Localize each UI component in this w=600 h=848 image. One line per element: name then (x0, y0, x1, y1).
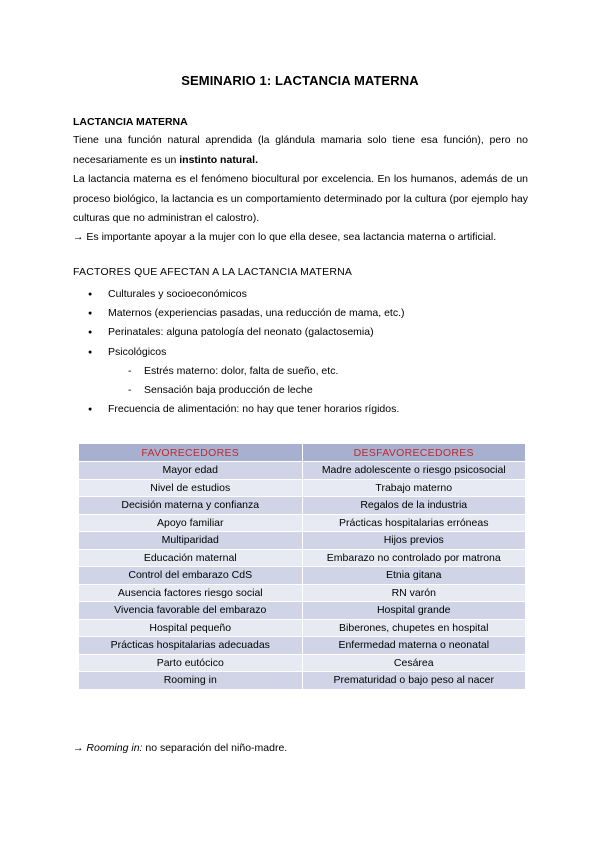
column-header-favorecedores: FAVORECEDORES (79, 444, 303, 462)
factors-table (78, 443, 526, 690)
list-item: ● Perinatales: alguna patología del neonato (galactosemia) (73, 323, 528, 342)
paragraph-intro-bold: instinto natural. (179, 153, 258, 166)
table-cell: Decisión materna y confianza (79, 497, 303, 515)
list-item: ● Frecuencia de alimentación: no hay que tener horarios rígidos. (73, 400, 528, 419)
list-item: ● Maternos (experiencias pasadas, una reducción de mama, etc.) (73, 304, 528, 323)
table-cell: Prácticas hospitalarias adecuadas (79, 637, 303, 655)
table-cell: Trabajo materno (302, 479, 526, 497)
table-cell: Regalos de la industria (302, 497, 526, 515)
table-cell: Biberones, chupetes en hospital (302, 619, 526, 637)
table-cell: Educación maternal (79, 549, 303, 567)
table-row (79, 672, 526, 690)
footnote-term: Rooming in: (86, 742, 143, 754)
section-heading: LACTANCIA MATERNA (73, 116, 188, 128)
footnote-arrow: → (73, 742, 87, 754)
paragraph-support: → Es importante apoyar a la mujer con lo que ella desee, sea lactancia materna o artificial. (73, 231, 497, 243)
table-cell: Parto eutócico (79, 654, 303, 672)
list-item: ● Psicológicos (73, 343, 528, 362)
table-cell: Hijos previos (302, 532, 526, 550)
table-cell: Prematuridad o bajo peso al nacer (302, 672, 526, 690)
table-row (79, 549, 526, 567)
table-cell: Mayor edad (79, 462, 303, 480)
table-cell: Rooming in (79, 672, 303, 690)
table-row (79, 462, 526, 480)
table-row (79, 567, 526, 585)
table-cell: Etnia gitana (302, 567, 526, 585)
column-header-desfavorecedores: DESFAVORECEDORES (302, 444, 526, 462)
page-title: SEMINARIO 1: LACTANCIA MATERNA (181, 73, 419, 88)
table-row (79, 479, 526, 497)
table-cell: Enfermedad materna o neonatal (302, 637, 526, 655)
table-cell: Madre adolescente o riesgo psicosocial (302, 462, 526, 480)
paragraph-intro (73, 131, 528, 170)
table-row (79, 497, 526, 515)
footnote (73, 742, 287, 754)
table-cell: Nivel de estudios (79, 479, 303, 497)
table-cell: Prácticas hospitalarias erróneas (302, 514, 526, 532)
table-cell: Cesárea (302, 654, 526, 672)
sub-list-item: - Sensación baja producción de leche (73, 381, 528, 400)
sub-list-item: - Estrés materno: dolor, falta de sueño, etc. (73, 362, 528, 381)
table-cell: Multiparidad (79, 532, 303, 550)
factors-list (73, 285, 528, 419)
table-row (79, 514, 526, 532)
table-row (79, 584, 526, 602)
table-cell: Ausencia factores riesgo social (79, 584, 303, 602)
table-row (79, 602, 526, 620)
table-header-row (79, 444, 526, 462)
list-item: ● Culturales y socioeconómicos (73, 285, 528, 304)
table-cell: Apoyo familiar (79, 514, 303, 532)
table-row (79, 532, 526, 550)
table-cell: Embarazo no controlado por matrona (302, 549, 526, 567)
footnote-text: no separación del niño-madre. (142, 742, 288, 754)
table-cell: Hospital grande (302, 602, 526, 620)
table-row (79, 654, 526, 672)
paragraph-biocultural: La lactancia materna es el fenómeno biocultural por excelencia. En los humanos, además de un proceso biológico, la lactancia es un comportamiento determinado por la cultura (por ejemplo hay culturas que no administran el calostro). (73, 173, 528, 224)
table-row (79, 619, 526, 637)
paragraph-intro-text: Tiene una función natural aprendida (la glándula mamaria solo tiene esa función), pero no necesariamente es un (73, 134, 528, 166)
table-cell: Vivencia favorable del embarazo (79, 602, 303, 620)
table-row (79, 637, 526, 655)
factors-heading: FACTORES QUE AFECTAN A LA LACTANCIA MATERNA (73, 266, 353, 278)
table-cell: Control del embarazo CdS (79, 567, 303, 585)
table-cell: RN varón (302, 584, 526, 602)
table-cell: Hospital pequeño (79, 619, 303, 637)
